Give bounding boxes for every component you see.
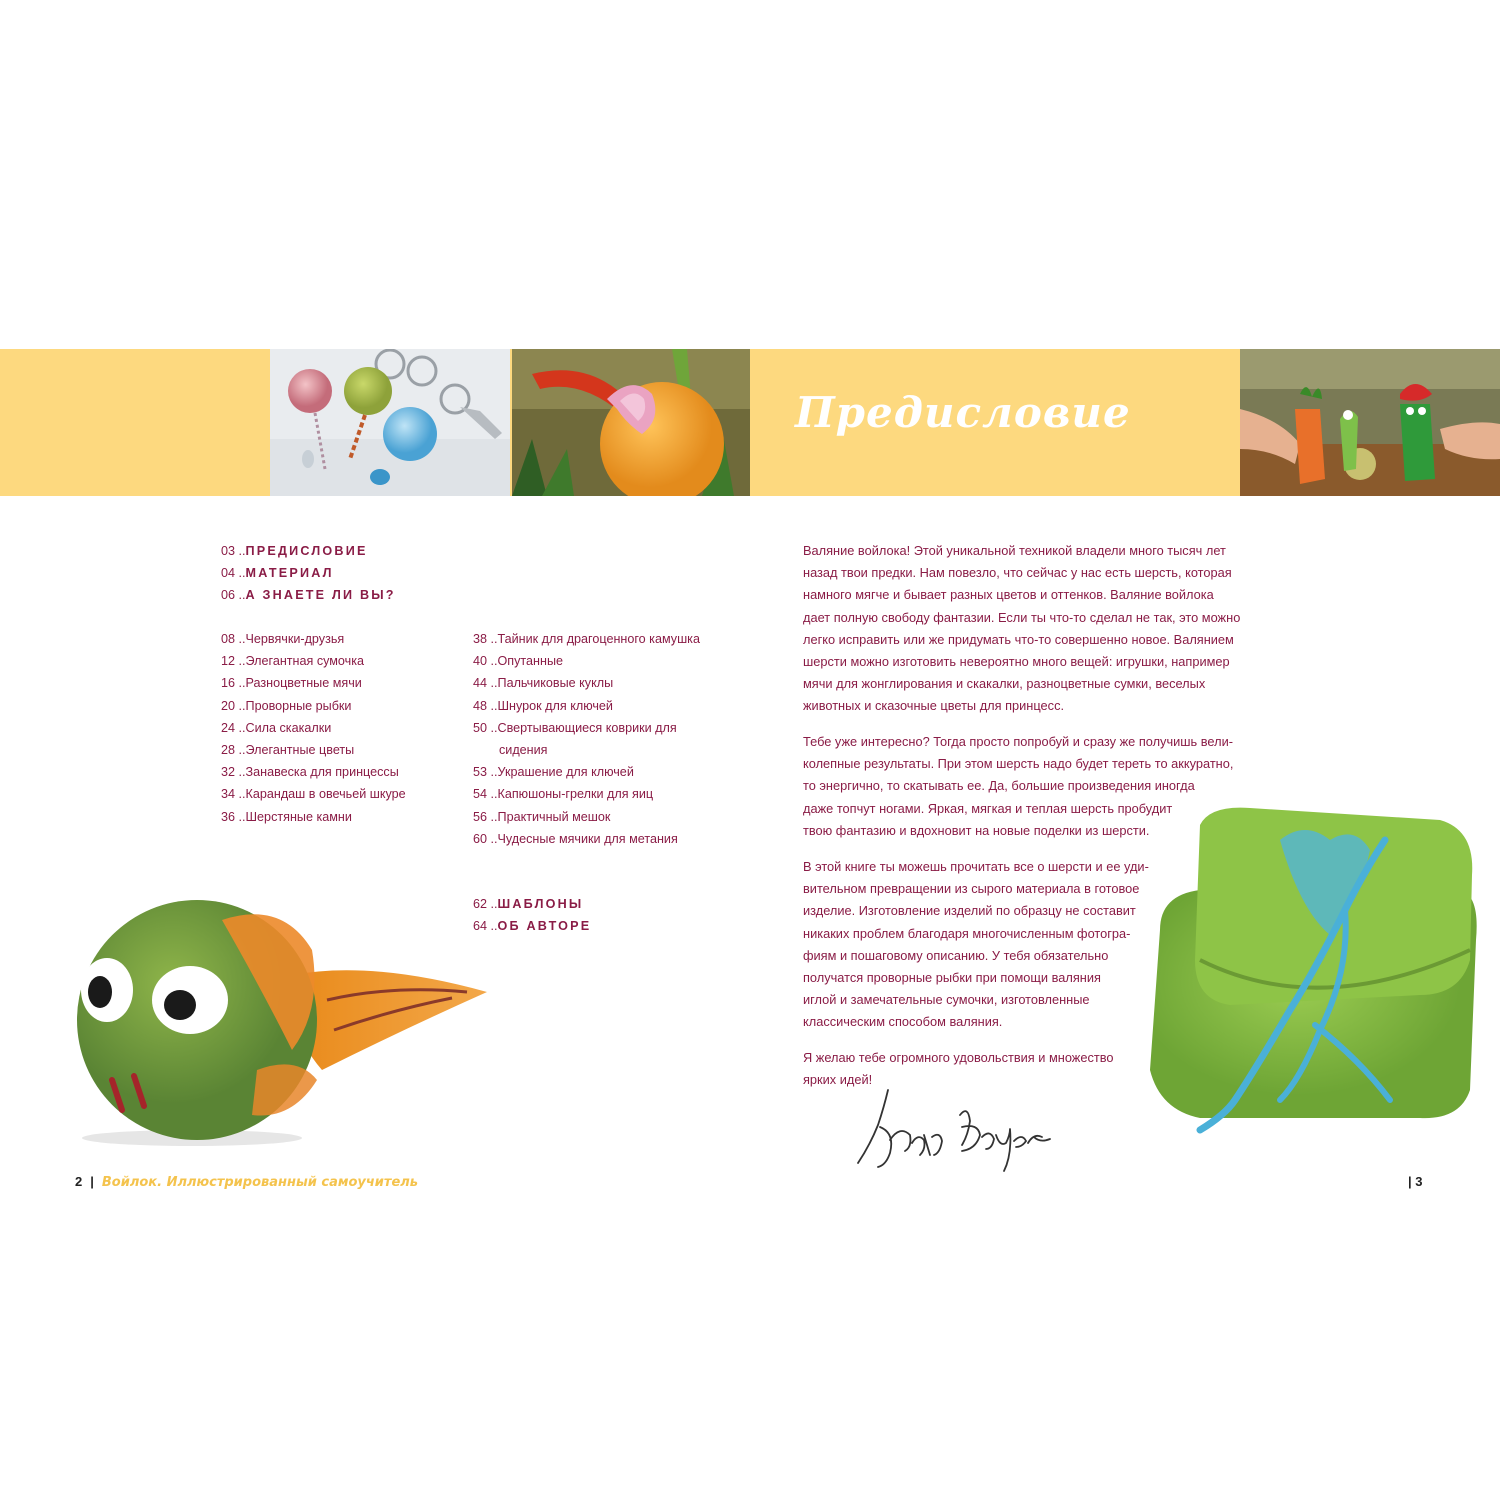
toc-entry-label: ОБ АВТОРЕ	[497, 919, 592, 934]
toc-entry-label: Свертывающиеся коврики для	[497, 720, 677, 735]
toc-projects-column-2	[473, 628, 700, 850]
text-line: намного мягче и бывает разных цветов и оттенков. Валяние войлока	[803, 587, 1214, 603]
toc-page-number: 50	[473, 720, 488, 735]
book-title: Войлок. Иллюстрированный самоучитель	[101, 1175, 419, 1190]
toc-entry-label: Шнурок для ключей	[497, 698, 613, 713]
toc-entry[interactable]: 48 ..Шнурок для ключей	[473, 698, 613, 713]
text-line: фиям и пошаговому описанию. У тебя обязательно	[803, 947, 1109, 963]
toc-page-number: 12	[221, 654, 236, 669]
toc-page-number: 06	[221, 588, 236, 603]
text-line: ярких идей!	[803, 1072, 873, 1088]
toc-entry[interactable]: 28 ..Элегантные цветы	[221, 742, 355, 757]
toc-page-number: 32	[221, 765, 236, 780]
footer-right	[1408, 1172, 1423, 1192]
toc-entry-label: Разноцветные мячи	[245, 676, 362, 691]
toc-page-number: 64	[473, 919, 488, 934]
toc-page-number: 62	[473, 897, 488, 911]
felt-fish-illustration	[72, 880, 492, 1150]
toc-entry[interactable]: 06 ..А ЗНАЕТЕ ЛИ ВЫ?	[221, 588, 396, 603]
text-line: никаких проблем благодаря многочисленным фотогра-	[803, 925, 1131, 941]
toc-entry[interactable]: 53 ..Украшение для ключей	[473, 765, 634, 780]
toc-entry-label: ПРЕДИСЛОВИЕ	[245, 544, 368, 558]
text-line: изделие. Изготовление изделий по образцу не составит	[803, 903, 1136, 919]
toc-entry[interactable]: 64 ..ОБ АВТОРЕ	[473, 919, 592, 934]
page-title: Предисловие	[795, 388, 1131, 437]
toc-entry[interactable]: 40 ..Опутанные	[473, 654, 564, 669]
footer-separator: |	[1408, 1174, 1412, 1189]
toc-entry[interactable]: 20 ..Проворные рыбки	[221, 698, 352, 713]
toc-entry[interactable]: 32 ..Занавеска для принцессы	[221, 765, 399, 780]
toc-page-number: 53	[473, 765, 488, 780]
toc-entry-label: Практичный мешок	[497, 809, 611, 824]
toc-entry-label: Украшение для ключей	[497, 765, 634, 780]
text-line: то энергично, то скатывать ее. Да, большие произведения иногда	[803, 778, 1195, 794]
text-line: даже топчут ногами. Яркая, мягкая и теплая шерсть пробудит	[803, 800, 1173, 816]
toc-entry-label: Чудесные мячики для метания	[497, 831, 678, 846]
text-line: вительном превращении из сырого материала в готовое	[803, 881, 1140, 897]
toc-entry-label: МАТЕРИАЛ	[245, 566, 334, 581]
toc-page-number: 38	[473, 632, 488, 646]
toc-page-number: 08	[221, 632, 236, 646]
photo-felt-ball	[512, 349, 750, 496]
toc-entry[interactable]: 34 ..Карандаш в овечьей шкуре	[221, 787, 406, 802]
toc-entry-label: Шерстяные камни	[245, 809, 352, 824]
toc-entry[interactable]: 12 ..Элегантная сумочка	[221, 654, 365, 669]
toc-entry-label: Элегантные цветы	[245, 742, 355, 757]
toc-entry-label: Тайник для драгоценного камушка	[497, 632, 700, 646]
toc-entry-label: Занавеска для принцессы	[245, 765, 399, 780]
toc-entry[interactable]: 54 ..Капюшоны-грелки для яиц	[473, 787, 654, 802]
photo-finger-puppets	[1240, 349, 1500, 496]
text-line: В этой книге ты можешь прочитать все о шерсти и ее уди-	[803, 859, 1149, 874]
page-number: 2	[75, 1174, 83, 1189]
toc-page-number: 04	[221, 566, 236, 581]
toc-main-sections	[221, 540, 396, 607]
toc-projects-column-1	[221, 628, 406, 828]
toc-page-number: 03	[221, 544, 236, 558]
toc-entry-label: Карандаш в овечьей шкуре	[245, 787, 406, 802]
toc-entry-continuation[interactable]: сидения	[499, 742, 548, 757]
toc-entry[interactable]: 56 ..Практичный мешок	[473, 809, 611, 824]
text-line: назад твои предки. Нам повезло, что сейчас у нас есть шерсть, которая	[803, 565, 1232, 581]
toc-page-number: 44	[473, 676, 488, 691]
text-line: Я желаю тебе огромного удовольствия и множество	[803, 1050, 1114, 1065]
toc-entry[interactable]: 16 ..Разноцветные мячи	[221, 676, 362, 691]
toc-page-number: 56	[473, 809, 488, 824]
text-line: классическим способом валяния.	[803, 1014, 1003, 1030]
text-line: получатся проворные рыбки при помощи валяния	[803, 969, 1101, 985]
toc-entry[interactable]: 50 ..Свертывающиеся коврики для	[473, 720, 677, 735]
toc-entry-label: Капюшоны-грелки для яиц	[497, 787, 654, 802]
text-line: животных и сказочные цветы для принцесс.	[803, 698, 1065, 714]
text-line: иглой и замечательные сумочки, изготовленные	[803, 992, 1090, 1008]
toc-entry[interactable]: 08 ..Червячки-друзья	[221, 632, 345, 646]
toc-page-number: 24	[221, 720, 236, 735]
toc-entry[interactable]: 04 ..МАТЕРИАЛ	[221, 566, 334, 581]
toc-page-number: 48	[473, 698, 488, 713]
toc-page-number: 40	[473, 654, 488, 669]
toc-entry[interactable]: 44 ..Пальчиковые куклы	[473, 676, 614, 691]
toc-page-number: 54	[473, 787, 488, 802]
toc-page-number: 34	[221, 787, 236, 802]
foreword-paragraph-1	[803, 540, 1273, 718]
foreword-paragraph-3	[803, 856, 1273, 1034]
toc-entry[interactable]: 03 ..ПРЕДИСЛОВИЕ	[221, 544, 368, 558]
toc-entry[interactable]: 38 ..Тайник для драгоценного камушка	[473, 632, 700, 646]
page-number: 3	[1415, 1174, 1423, 1189]
text-line: Валяние войлока! Этой уникальной техникой владели много тысяч лет	[803, 543, 1226, 558]
toc-entry-label: А ЗНАЕТЕ ЛИ ВЫ?	[245, 588, 396, 603]
text-line: дает полную свободу фантазии. Если ты что-то сделал не так, это можно	[803, 609, 1241, 625]
toc-entry[interactable]: 24 ..Сила скакалки	[221, 720, 332, 735]
toc-page-number: 16	[221, 676, 236, 691]
toc-entry[interactable]: 62 ..ШАБЛОНЫ	[473, 897, 584, 911]
toc-entry-label: Пальчиковые куклы	[497, 676, 614, 691]
text-line: колепные результаты. При этом шерсть надо будет тереть то аккуратно,	[803, 756, 1234, 772]
photo-felt-keyrings	[270, 349, 510, 496]
toc-page-number: 20	[221, 698, 236, 713]
toc-entry-label: Проворные рыбки	[245, 698, 352, 713]
footer-separator: |	[90, 1174, 94, 1189]
author-signature	[850, 1085, 1065, 1175]
text-line: Тебе уже интересно? Тогда просто попробуй и сразу же получишь вели-	[803, 734, 1233, 749]
toc-page-number: 60	[473, 831, 488, 846]
toc-entry-label: Червячки-друзья	[245, 632, 345, 646]
text-line: твою фантазию и вдохновит на новые поделки из шерсти.	[803, 822, 1150, 838]
footer-left	[75, 1172, 418, 1193]
text-line: мячи для жонглирования и скакалки, разноцветные сумки, веселых	[803, 676, 1206, 692]
toc-entry[interactable]: 36 ..Шерстяные камни	[221, 809, 352, 824]
text-line: легко исправить или же придумать что-то совершенно новое. Валянием	[803, 631, 1234, 647]
toc-entry-label: Элегантная сумочка	[245, 654, 365, 669]
toc-page-number: 28	[221, 742, 236, 757]
toc-entry-label: Сила скакалки	[245, 720, 332, 735]
text-line: шерсти можно изготовить невероятно много вещей: игрушки, например	[803, 653, 1230, 669]
toc-entry-label: Опутанные	[497, 654, 564, 669]
toc-entry-label: ШАБЛОНЫ	[497, 897, 584, 911]
toc-entry[interactable]: 60 ..Чудесные мячики для метания	[473, 831, 678, 846]
toc-page-number: 36	[221, 809, 236, 824]
